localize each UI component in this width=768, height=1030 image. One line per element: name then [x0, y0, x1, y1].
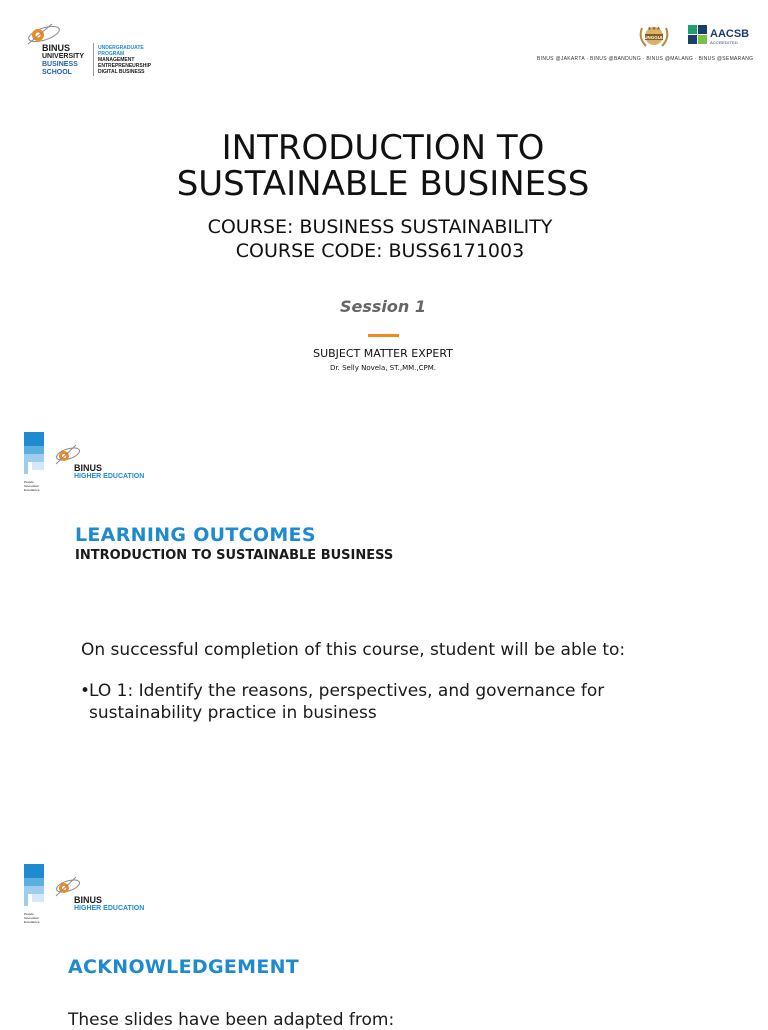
campus-list: BINUS @JAKARTA · BINUS @BANDUNG · BINUS @MALANG · BINUS @SEMARANG — [537, 56, 754, 62]
program-item: ENTREPRENEURSHIP — [98, 63, 152, 69]
he-tagline-1: People — [24, 480, 34, 484]
he-tagline-2: Innovation — [24, 916, 40, 920]
he-subtitle: HIGHER EDUCATION — [74, 473, 145, 480]
aacsb-badge — [688, 25, 758, 47]
bullet-marker: • — [80, 681, 91, 701]
aacsb-square-icon — [688, 25, 707, 44]
logo-line2: UNIVERSITY — [42, 53, 85, 60]
acknowledgement-text: These slides have been adapted from: — [68, 1010, 395, 1030]
title-line-1: INTRODUCTION TO — [221, 128, 545, 168]
he-brand: BINUS — [74, 895, 103, 905]
unggul-laurel-icon — [636, 22, 672, 50]
binus-higher-education-logo — [24, 864, 154, 934]
blue-stripe-icon — [24, 864, 46, 908]
he-brand: BINUS — [74, 463, 103, 473]
course-name: COURSE: BUSINESS SUSTAINABILITY — [207, 216, 553, 238]
he-tagline-2: Innovation — [24, 484, 40, 488]
he-subtitle: HIGHER EDUCATION — [74, 905, 145, 912]
binus-business-school-logo — [24, 20, 154, 80]
session-label: Session 1 — [340, 297, 426, 316]
svg-text:★★★: ★★★ — [647, 26, 661, 32]
acknowledgement-heading: ACKNOWLEDGEMENT — [68, 956, 300, 978]
presentation-title — [0, 130, 766, 202]
sme-name: Dr. Selly Novela, ST.,MM.,CPM. — [330, 364, 436, 372]
program-item: DIGITAL BUSINESS — [98, 69, 145, 75]
program-heading-2: PROGRAM — [98, 51, 125, 57]
learning-outcomes-intro: On successful completion of this course, student will be able to: — [81, 640, 626, 660]
logo-line3: BUSINESS — [42, 61, 78, 68]
title-line-2: SUSTAINABLE BUSINESS — [176, 164, 590, 204]
learning-outcomes-subheading: INTRODUCTION TO SUSTAINABLE BUSINESS — [75, 548, 394, 563]
program-item: MANAGEMENT — [98, 57, 135, 63]
aacsb-sublabel: ACCREDITED — [710, 40, 739, 45]
unggul-label: UNGGUL — [644, 35, 664, 40]
logo-divider — [93, 43, 94, 76]
sme-heading: SUBJECT MATTER EXPERT — [313, 347, 453, 360]
learning-outcome-text: LO 1: Identify the reasons, perspectives, and governance for sustainability practice in business — [89, 681, 605, 723]
he-tagline-3: Excellence — [24, 488, 40, 492]
he-tagline-3: Excellence — [24, 920, 40, 924]
aacsb-label: AACSB — [710, 28, 750, 40]
program-list — [98, 45, 151, 75]
logo-brand: BINUS — [42, 43, 71, 53]
he-tagline — [24, 912, 40, 924]
he-tagline-1: People — [24, 912, 34, 916]
he-tagline — [24, 480, 40, 492]
course-code: COURSE CODE: BUSS6171003 — [235, 240, 525, 262]
logo-line4: SCHOOL — [42, 69, 72, 76]
program-heading-1: UNDERGRADUATE — [98, 45, 144, 51]
orange-divider — [368, 334, 399, 337]
blue-stripe-icon — [24, 432, 46, 476]
course-info — [0, 215, 760, 263]
unggul-badge — [636, 22, 672, 50]
learning-outcomes-heading: LEARNING OUTCOMES — [75, 524, 316, 546]
list-item — [80, 680, 680, 724]
binus-higher-education-logo — [24, 432, 154, 502]
